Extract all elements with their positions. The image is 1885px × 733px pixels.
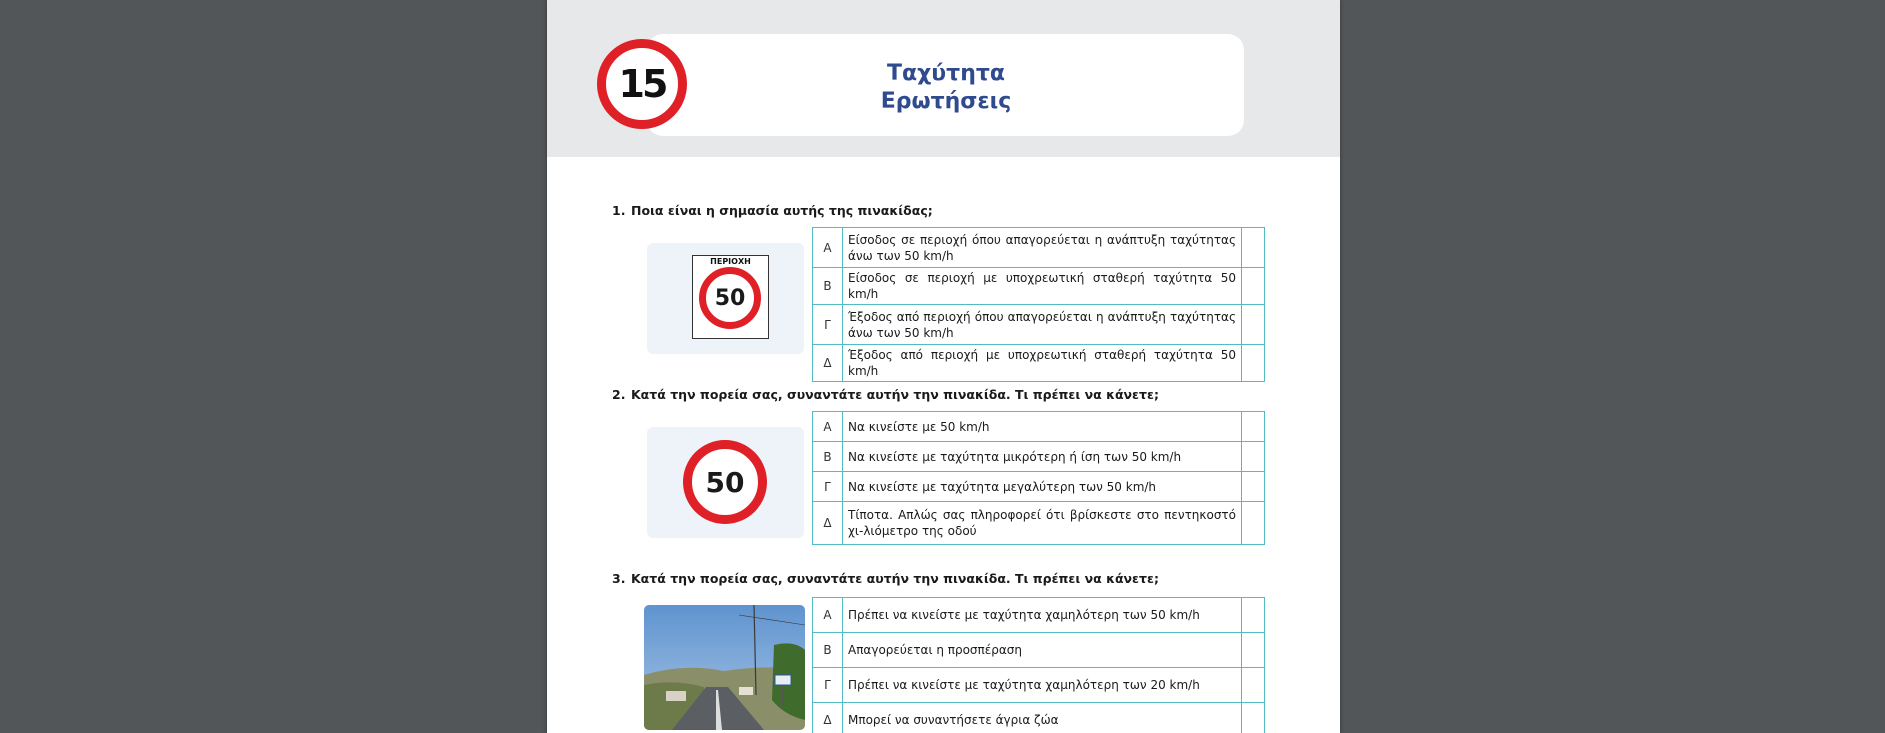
question-1-title xyxy=(612,203,933,218)
answer-text: Μπορεί να συναντήσετε άγρια ζώα xyxy=(843,703,1242,733)
zone-speed-sign-icon xyxy=(692,255,769,339)
answer-checkbox[interactable] xyxy=(1242,305,1265,345)
question-3-answers xyxy=(812,597,1265,733)
answer-row xyxy=(813,668,1265,703)
speed-limit-50-icon xyxy=(699,267,761,329)
answer-row xyxy=(813,703,1265,733)
answer-checkbox[interactable] xyxy=(1242,668,1265,703)
answer-letter: Α xyxy=(813,412,843,442)
question-3-text: Κατά την πορεία σας, συναντάτε αυτήν την πινακίδα. Τι πρέπει να κάνετε; xyxy=(631,571,1159,586)
answer-letter: Δ xyxy=(813,345,843,382)
answer-text: Είσοδος σε περιοχή όπου απαγορεύεται η ανάπτυξη ταχύτητας άνω των 50 km/h xyxy=(843,228,1242,268)
question-1-answers xyxy=(812,227,1265,382)
title-line-1: Ταχύτητα xyxy=(886,61,1006,86)
answer-text: Έξοδος από περιοχή με υποχρεωτική σταθερή ταχύτητα 50 km/h xyxy=(843,345,1242,382)
answer-text: Έξοδος από περιοχή όπου απαγορεύεται η ανάπτυξη ταχύτητας άνω των 50 km/h xyxy=(843,305,1242,345)
answer-checkbox[interactable] xyxy=(1242,345,1265,382)
answer-row xyxy=(813,633,1265,668)
answer-checkbox[interactable] xyxy=(1242,703,1265,733)
answer-text: Πρέπει να κινείστε με ταχύτητα χαμηλότερη των 20 km/h xyxy=(843,668,1242,703)
answer-text: Να κινείστε με 50 km/h xyxy=(843,412,1242,442)
document-page xyxy=(547,0,1340,733)
question-3-title xyxy=(612,571,1159,586)
question-1-text: Ποια είναι η σημασία αυτής της πινακίδας; xyxy=(631,203,933,218)
speed-badge-icon xyxy=(597,39,687,129)
answer-checkbox[interactable] xyxy=(1242,472,1265,502)
road-photo xyxy=(644,605,805,730)
question-2-text: Κατά την πορεία σας, συναντάτε αυτήν την πινακίδα. Τι πρέπει να κάνετε; xyxy=(631,387,1159,402)
sign-value: 50 xyxy=(714,285,746,311)
question-2-number: 2. xyxy=(612,387,626,402)
answer-row xyxy=(813,268,1265,305)
answer-text: Απαγορεύεται η προσπέραση xyxy=(843,633,1242,668)
page-title xyxy=(647,60,1245,116)
answer-row xyxy=(813,412,1265,442)
answer-text: Να κινείστε με ταχύτητα μεγαλύτερη των 50 km/h xyxy=(843,472,1242,502)
answer-letter: Δ xyxy=(813,703,843,733)
answer-checkbox[interactable] xyxy=(1242,412,1265,442)
answer-letter: Α xyxy=(813,228,843,268)
question-2-image-panel xyxy=(647,427,804,538)
question-2-answers xyxy=(812,411,1265,545)
answer-letter: Γ xyxy=(813,472,843,502)
answer-text: Είσοδος σε περιοχή με υποχρεωτική σταθερή ταχύτητα 50 km/h xyxy=(843,268,1242,305)
answer-row xyxy=(813,305,1265,345)
answer-checkbox[interactable] xyxy=(1242,268,1265,305)
sign-value: 50 xyxy=(705,465,745,499)
answer-checkbox[interactable] xyxy=(1242,633,1265,668)
road-photo-image xyxy=(644,605,805,730)
answer-letter: Β xyxy=(813,268,843,305)
answer-row xyxy=(813,345,1265,382)
answer-text: Πρέπει να κινείστε με ταχύτητα χαμηλότερη των 50 km/h xyxy=(843,598,1242,633)
answer-text: Τίποτα. Απλώς σας πληροφορεί ότι βρίσκεστε στο πεντηκοστό χι-λιόμετρο της οδού xyxy=(843,502,1242,545)
question-1-image-panel xyxy=(647,243,804,354)
answer-row xyxy=(813,228,1265,268)
answer-text: Να κινείστε με ταχύτητα μικρότερη ή ίση των 50 km/h xyxy=(843,442,1242,472)
answer-letter: Α xyxy=(813,598,843,633)
answer-row xyxy=(813,598,1265,633)
answer-checkbox[interactable] xyxy=(1242,228,1265,268)
speed-limit-50-icon xyxy=(683,440,767,524)
answer-letter: Β xyxy=(813,442,843,472)
answer-letter: Β xyxy=(813,633,843,668)
question-2-title xyxy=(612,387,1159,402)
title-line-2: Ερωτήσεις xyxy=(880,89,1012,114)
answer-row xyxy=(813,502,1265,545)
answer-letter: Γ xyxy=(813,668,843,703)
answer-letter: Δ xyxy=(813,502,843,545)
answer-row xyxy=(813,472,1265,502)
question-1-number: 1. xyxy=(612,203,626,218)
badge-number: 15 xyxy=(618,62,666,106)
zone-label: ΠΕΡΙΟΧΗ xyxy=(710,257,751,266)
answer-checkbox[interactable] xyxy=(1242,502,1265,545)
question-3-number: 3. xyxy=(612,571,626,586)
answer-letter: Γ xyxy=(813,305,843,345)
answer-checkbox[interactable] xyxy=(1242,442,1265,472)
answer-checkbox[interactable] xyxy=(1242,598,1265,633)
answer-row xyxy=(813,442,1265,472)
